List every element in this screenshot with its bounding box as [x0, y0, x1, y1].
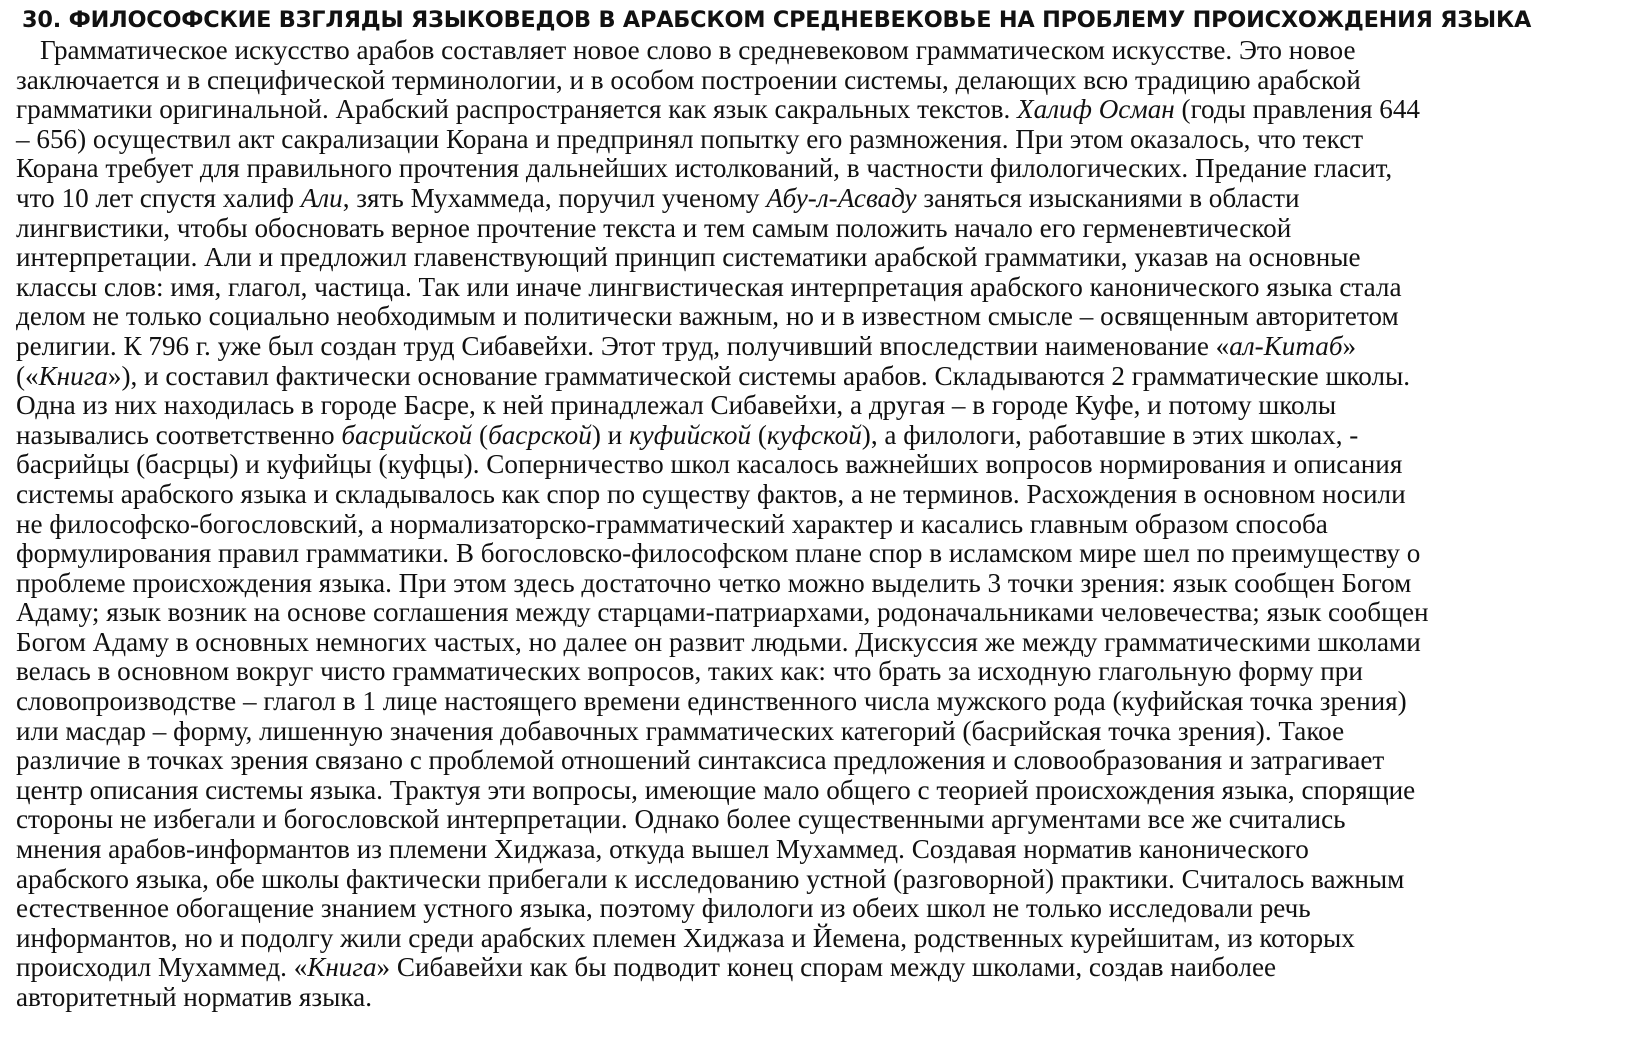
text-run: ) и	[591, 419, 629, 450]
text-run: велась в основном вокруг чисто грамматических вопросов, таких как: что брать за исходную глагольную форму при	[16, 656, 1363, 687]
text-line	[16, 746, 1634, 776]
italic-term: ал-Китаб	[1229, 330, 1343, 361]
italic-term: Книга	[38, 360, 108, 391]
text-line	[16, 391, 1634, 421]
section-heading: 30. ФИЛОСОФСКИЕ ВЗГЛЯДЫ ЯЗЫКОВЕДОВ В АРАБСКОМ СРЕДНЕВЕКОВЬЕ НА ПРОБЛЕМУ ПРОИСХОЖДЕНИЯ ЯЗЫКА	[21, 7, 1532, 33]
text-run: что 10 лет спустя халиф	[16, 182, 301, 213]
text-line	[16, 953, 1634, 983]
text-run: грамматики оригинальной. Арабский распространяется как язык сакральных текстов.	[16, 94, 1018, 125]
text-run: , зять Мухаммеда, поручил ученому	[342, 182, 767, 213]
text-line	[16, 214, 1634, 244]
text-run: центр описания системы языка. Трактуя эти вопросы, имеющие мало общего с теорией происхождения языка, спорящие	[16, 774, 1416, 805]
text-run: информантов, но и подолгу жили среди арабских племен Хиджаза и Йемена, родственных курейшитам, из которых	[16, 922, 1355, 953]
text-run: лингвистики, чтобы обосновать верное прочтение текста и тем самым положить начало его герменевтической	[16, 212, 1292, 243]
text-run: (	[472, 419, 489, 450]
text-run: Адаму; язык возник на основе соглашения между старцами-патриархами, родоначальниками человечества; язык сообщен	[16, 597, 1429, 628]
text-run: классы слов: имя, глагол, частица. Так или иначе лингвистическая интерпретация арабского канонического языка стала	[16, 271, 1402, 302]
text-line	[16, 510, 1634, 540]
text-line	[16, 332, 1634, 362]
text-run: («	[16, 360, 39, 391]
text-run: авторитетный норматив языка.	[16, 982, 373, 1012]
text-line	[16, 569, 1634, 599]
text-run: стороны не избегали и богословской интерпретации. Однако более существенными аргументами все же считались	[16, 804, 1346, 835]
text-run: системы арабского языка и складывалось как спор по существу фактов, а не терминов. Расхождения в основном носили	[16, 478, 1406, 509]
text-run: Богом Адаму в основных немногих частых, но далее он развит людьми. Дискуссия же между грамматическими школами	[16, 626, 1421, 657]
text-line	[16, 273, 1634, 303]
text-run: (	[751, 419, 767, 450]
text-run: заняться изысканиями в области	[916, 182, 1300, 213]
text-run: религии. К 796 г. уже был создан труд Сибавейхи. Этот труд, получивший впоследствии наименование «	[16, 330, 1230, 361]
text-run: Одна из них находилась в городе Басре, к ней принадлежал Сибавейхи, а другая – в городе Куфе, и потому школы	[16, 390, 1337, 421]
text-run: интерпретации. Али и предложил главенствующий принцип систематики арабской грамматики, указав на основные	[16, 242, 1361, 273]
italic-term: Халиф Осман	[1017, 94, 1175, 125]
italic-term: Абу-л-Асваду	[766, 182, 917, 213]
text-run: »	[1342, 330, 1357, 361]
text-run: арабского языка, обе школы фактически прибегали к исследованию устной (разговорной) практики. Считалось важным	[16, 863, 1405, 894]
text-run: мнения арабов-информантов из племени Хиджаза, откуда вышел Мухаммед. Создавая норматив канонического	[16, 834, 1309, 865]
text-line	[16, 539, 1634, 569]
text-run: – 656) осуществил акт сакрализации Корана и предпринял попытку его размножения. При этом оказалось, что текст	[16, 123, 1364, 154]
text-line	[16, 805, 1634, 835]
text-line	[16, 598, 1634, 628]
text-run: »), и составил фактически основание грамматической системы арабов. Складываются 2 грамматические школы.	[107, 360, 1411, 391]
text-run: ), а филологи, работавшие в этих школах, -	[861, 419, 1359, 450]
text-line	[16, 924, 1634, 954]
text-line	[16, 717, 1634, 747]
text-line	[16, 66, 1634, 96]
text-line	[16, 421, 1634, 451]
text-run: происходил Мухаммед. «	[16, 952, 308, 983]
text-run: (годы правления 644	[1174, 94, 1421, 125]
text-run: или масдар – форму, лишенную значения добавочных грамматических категорий (басрийская точка зрения). Такое	[16, 715, 1345, 746]
italic-term: Книга	[307, 952, 377, 983]
text-line	[16, 184, 1634, 214]
text-line	[16, 362, 1634, 392]
text-line	[16, 657, 1634, 687]
body-paragraph	[16, 36, 1636, 1013]
text-line	[16, 894, 1634, 924]
text-run: » Сибавейхи как бы подводит конец спорам между школами, создав наиболее	[376, 952, 1277, 983]
italic-term: куфской	[766, 419, 862, 450]
text-line	[16, 36, 1634, 66]
text-run: проблеме происхождения языка. При этом здесь достаточно четко можно выделить 3 точки зрения: язык сообщен Богом	[16, 567, 1412, 598]
text-line	[16, 776, 1634, 806]
text-run: не философско-богословский, а нормализаторско-грамматический характер и касались главным образом способа	[16, 508, 1328, 539]
text-run: заключается и в специфической терминологии, и в особом построении системы, делающих всю традицию арабской	[16, 64, 1361, 95]
text-line	[16, 95, 1634, 125]
italic-term: басрской	[488, 419, 592, 450]
text-line	[16, 983, 1634, 1013]
text-line	[16, 243, 1634, 273]
document-page	[16, 6, 1636, 1013]
text-run: словопроизводстве – глагол в 1 лице настоящего времени единственного числа мужского рода (куфийская точка зрения)	[16, 686, 1407, 717]
text-line	[16, 302, 1634, 332]
text-line	[16, 865, 1634, 895]
text-line	[16, 687, 1634, 717]
text-run: Корана требует для правильного прочтения дальнейших истолкований, в частности филологических. Предание гласит,	[16, 153, 1393, 184]
italic-term: басрийской	[341, 419, 473, 450]
text-run: Грамматическое искусство арабов составляет новое слово в средневековом грамматическом искусстве. Это новое	[39, 35, 1356, 65]
italic-term: куфийской	[628, 419, 752, 450]
text-line	[16, 125, 1634, 155]
text-run: делом не только социально необходимым и политически важным, но и в известном смысле – освященным авторитетом	[16, 301, 1399, 332]
text-run: назывались соответственно	[16, 419, 342, 450]
text-run: басрийцы (басрцы) и куфийцы (куфцы). Соперничество школ касалось важнейших вопросов нормирования и описания	[16, 449, 1403, 480]
text-run: естественное обогащение знанием устного языка, поэтому филологи из обеих школ не только исследовали речь	[16, 893, 1311, 924]
text-line	[16, 628, 1634, 658]
text-line	[16, 450, 1634, 480]
italic-term: Али	[300, 182, 343, 213]
text-line	[16, 154, 1634, 184]
text-run: формулирования правил грамматики. В богословско-философском плане спор в исламском мире шел по преимуществу о	[16, 538, 1421, 569]
text-run: различие в точках зрения связано с проблемой отношений синтаксиса предложения и словообразования и затрагивает	[16, 745, 1385, 776]
text-line	[16, 480, 1634, 510]
text-line	[16, 835, 1634, 865]
